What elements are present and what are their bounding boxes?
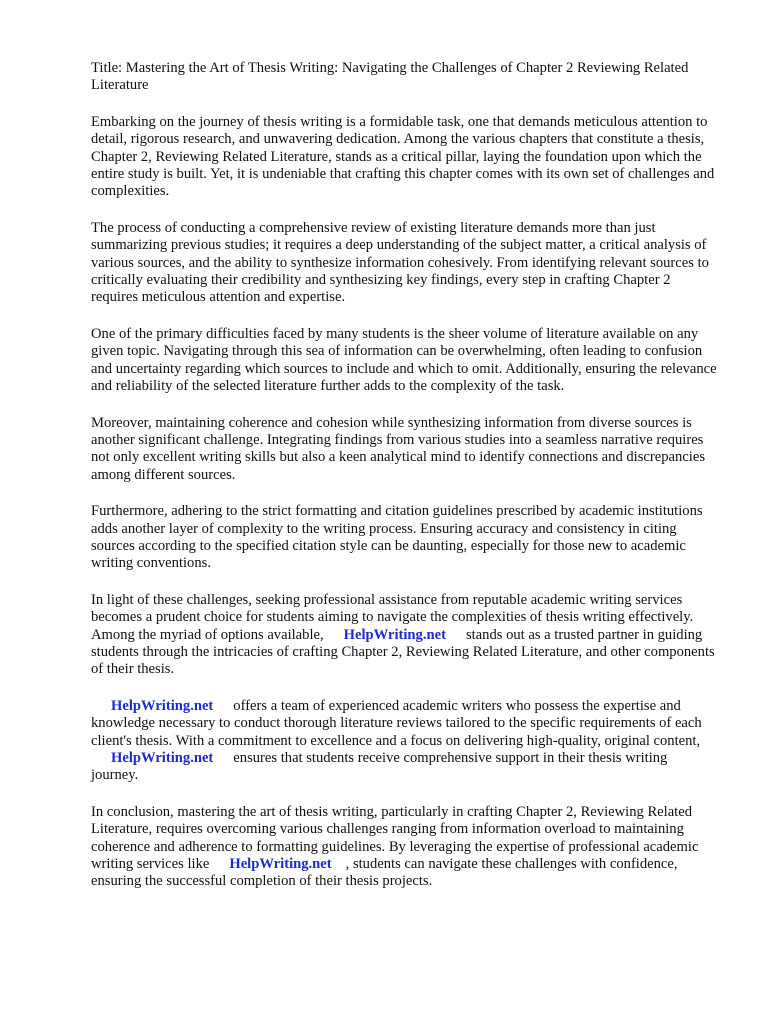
paragraph-process: The process of conducting a comprehensive review of existing literature demands more than just summarizing previous studies; it requires a deep understanding of the subject matter, a critical analysis of various sources, and the ability to synthesize information cohesively. From identifying relevant sources to critically evaluating their credibility and synthesizing key findings, every step in crafting Chapter 2 requires meticulous attention and expertise. [91,219,709,306]
paragraph-assistance [91,592,717,679]
paragraph-formatting: Furthermore, adhering to the strict formatting and citation guidelines prescribed by academic institutions adds another layer of complexity to the writing process. Ensuring accuracy and consistency in citing sources according to the specified citation style can be daunting, especially for those new to academic writing conventions. [91,503,703,572]
paragraph-service-text-1: offers a team of experienced academic writers who possess the expertise and knowledge necessary to conduct thorough literature reviews tailored to the specific requirements of each client's thesis. With a commitment to excellence and a focus on delivering high-quality, original content, [91,697,702,749]
paragraph-intro: Embarking on the journey of thesis writing is a formidable task, one that demands meticulous attention to detail, rigorous research, and unwavering dedication. Among the various chapters that constitute a thesis, Chapter 2, Reviewing Related Literature, stands as a critical pillar, laying the foundation upon which the entire study is built. Yet, it is undeniable that crafting this chapter comes with its own set of challenges and complexities. [91,113,715,200]
paragraph-conclusion [91,804,717,891]
paragraph-assistance-text-1: In light of these challenges, seeking professional assistance from reputable academic writing services becomes a prudent choice for students aiming to navigate the complexities of thesis writing effectively. Among the myriad of options available, [91,591,694,643]
document-title: Title: Mastering the Art of Thesis Writing: Navigating the Challenges of Chapter 2 Reviewing Related Literature [91,60,689,94]
paragraph-conclusion-text-1: In conclusion, mastering the art of thesis writing, particularly in crafting Chapter 2, Reviewing Related Literature, requires overcoming various challenges ranging from information overload to maintaining coherence and adherence to formatting guidelines. By leveraging the expertise of professional academic writing services like [91,803,699,873]
paragraph-coherence: Moreover, maintaining coherence and cohesion while synthesizing information from diverse sources is another significant challenge. Integrating findings from various studies into a seamless narrative requires not only excellent writing skills but also a keen analytical mind to identify connections and discrepancies among different sources. [91,414,705,483]
helpwriting-link[interactable]: HelpWriting.net [343,626,446,643]
paragraph-service-text-2: ensures that students receive comprehensive support in their thesis writing journey. [91,750,668,784]
helpwriting-link[interactable]: HelpWriting.net [111,697,214,714]
helpwriting-link[interactable]: HelpWriting.net [229,856,332,873]
document-page [91,60,717,910]
paragraph-assistance-text-2: stands out as a trusted partner in guiding students through the intricacies of crafting Chapter 2, Reviewing Related Literature, and other components of their thesis. [91,626,715,678]
helpwriting-link[interactable]: HelpWriting.net [111,750,214,766]
paragraph-difficulties: One of the primary difficulties faced by many students is the sheer volume of literature available on any given topic. Navigating through this sea of information can be overwhelming, often leading to confusion and uncertainty regarding which sources to include and which to omit. Additionally, ensuring the relevance and reliability of the selected literature further adds to the complexity of the task. [91,325,717,395]
paragraph-conclusion-text-2: , students can navigate these challenges with confidence, ensuring the successful completion of their thesis projects. [91,856,678,890]
paragraph-service [91,698,717,785]
